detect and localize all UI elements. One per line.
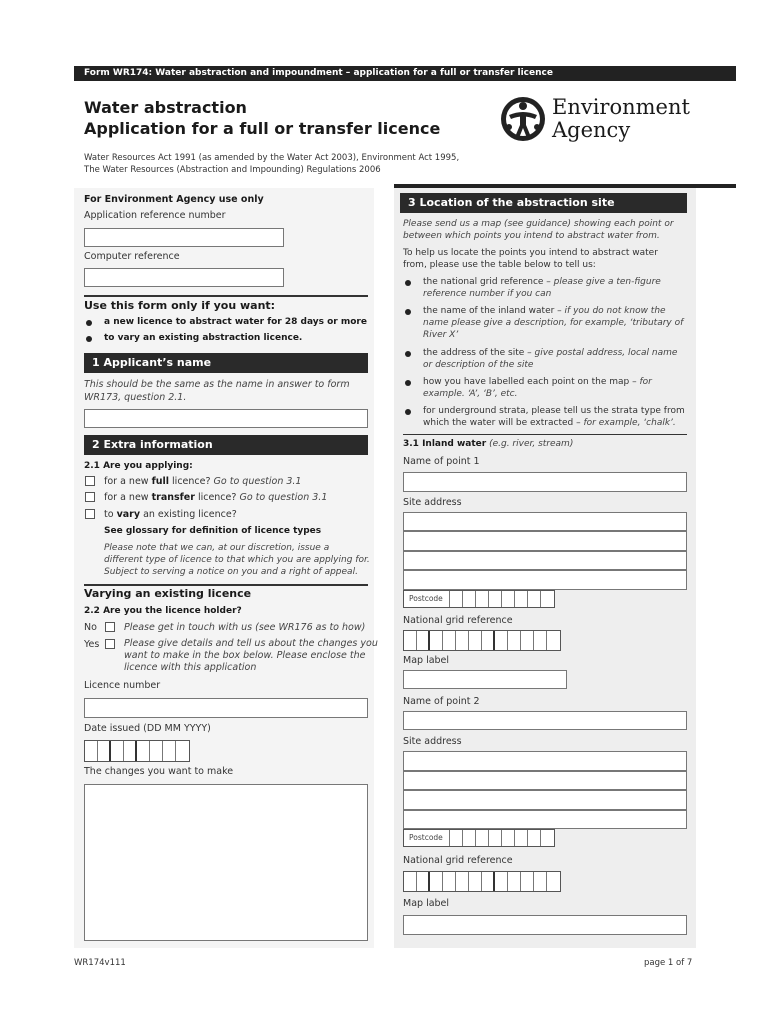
licence-number-label: Licence number xyxy=(84,680,161,691)
ngr-1-label: National grid reference xyxy=(403,615,513,626)
text: how you have labelled each point on the map – xyxy=(423,377,640,387)
changes-textarea[interactable] xyxy=(84,784,368,941)
ngr-box[interactable] xyxy=(482,631,495,650)
text: the national grid reference – xyxy=(423,277,554,287)
postcode-box[interactable] xyxy=(463,830,476,846)
use-bullet-2: to vary an existing abstraction licence. xyxy=(104,333,303,343)
bullet-icon xyxy=(405,280,411,286)
ngr-1-input[interactable] xyxy=(403,630,561,651)
help-line: To help us locate the points you intend to abstract water xyxy=(403,248,658,258)
note-line: different type of licence to that which you are applying for. xyxy=(104,555,370,565)
bullet-icon xyxy=(405,351,411,357)
text: for a new xyxy=(104,476,152,487)
location-bullet-1 xyxy=(423,276,661,300)
note-line: licence with this application xyxy=(124,662,257,673)
help-line: from, please use the table below to tell us: xyxy=(403,260,596,270)
text: Go to question 3.1 xyxy=(213,476,302,487)
postcode-box[interactable] xyxy=(515,591,528,607)
vary-licence-checkbox[interactable] xyxy=(85,509,95,519)
text: for xyxy=(639,377,652,387)
note-line: Please give details and tell us about the changes you xyxy=(124,638,378,649)
full-licence-checkbox[interactable] xyxy=(85,476,95,486)
postcode-box[interactable] xyxy=(528,591,541,607)
application-ref-input[interactable] xyxy=(84,228,284,247)
text: vary xyxy=(116,509,141,520)
date-digit-box[interactable] xyxy=(98,741,111,761)
map-label-2-label: Map label xyxy=(403,898,450,909)
date-digit-box[interactable] xyxy=(85,741,98,761)
note-line: Please note that we can, at our discretion, issue a xyxy=(104,543,330,553)
full-licence-label xyxy=(104,475,301,488)
ngr-2-label: National grid reference xyxy=(403,855,513,866)
postcode-1-input[interactable] xyxy=(403,590,555,608)
text: or description of the site xyxy=(423,360,534,370)
ngr-box[interactable] xyxy=(456,872,469,891)
postcode-box[interactable] xyxy=(502,591,515,607)
bullet-icon xyxy=(405,380,411,386)
text: which the water will be extracted – xyxy=(423,418,584,428)
divider xyxy=(403,434,687,435)
postcode-box[interactable] xyxy=(502,830,515,846)
date-digit-box[interactable] xyxy=(150,741,163,761)
date-digit-box[interactable] xyxy=(176,741,189,761)
location-bullet-5 xyxy=(423,405,685,429)
postcode-box[interactable] xyxy=(463,591,476,607)
name-point-1-label: Name of point 1 xyxy=(403,456,480,467)
ngr-box[interactable] xyxy=(417,631,430,650)
date-issued-input[interactable] xyxy=(84,740,190,762)
no-label: No xyxy=(84,622,97,633)
yes-label: Yes xyxy=(84,639,100,650)
location-bullet-2 xyxy=(423,305,683,341)
logo-wordmark xyxy=(552,96,690,142)
question-2-1: 2.1 Are you applying: xyxy=(84,461,193,471)
logo-line-2: Agency xyxy=(552,118,631,142)
note-line: This should be the same as the name in answer to form xyxy=(84,379,350,390)
ngr-box[interactable] xyxy=(469,631,482,650)
postcode-label: Postcode xyxy=(404,591,450,607)
text: to xyxy=(104,509,117,520)
site-address-1-label: Site address xyxy=(403,497,462,508)
name-point-2-label: Name of point 2 xyxy=(403,696,480,707)
text: please give a ten-figure xyxy=(553,277,661,287)
postcode-box[interactable] xyxy=(476,830,489,846)
page-title xyxy=(84,97,440,139)
text: full xyxy=(151,476,170,487)
date-issued-label: Date issued (DD MM YYYY) xyxy=(84,723,211,734)
text: licence? xyxy=(194,492,240,503)
licence-number-input[interactable] xyxy=(84,698,368,718)
site-address-1-line-2[interactable] xyxy=(403,531,687,551)
text: give postal address, local name xyxy=(534,348,678,358)
site-address-1-line-3[interactable] xyxy=(403,551,687,570)
map-label-2-input[interactable] xyxy=(403,915,687,935)
name-point-2-input[interactable] xyxy=(403,711,687,730)
ngr-box[interactable] xyxy=(534,631,547,650)
ngr-box[interactable] xyxy=(469,872,482,891)
site-address-2-line-4[interactable] xyxy=(403,810,687,829)
ngr-box[interactable] xyxy=(547,872,560,891)
location-bullet-4 xyxy=(423,376,652,400)
ngr-box[interactable] xyxy=(521,872,534,891)
transfer-licence-label xyxy=(104,491,327,504)
postcode-box[interactable] xyxy=(489,830,502,846)
note-line: want to make in the box below. Please enclose the xyxy=(124,650,366,661)
bullet-icon xyxy=(86,336,92,342)
note-line: Subject to serving a notice on you and a right of appeal. xyxy=(104,567,358,577)
text: Go to question 3.1 xyxy=(239,492,328,503)
text: for underground strata, please tell us the strata type from xyxy=(423,406,685,416)
discretion-note xyxy=(104,542,370,578)
bullet-icon xyxy=(86,320,92,326)
date-digit-box[interactable] xyxy=(124,741,137,761)
text: the name of the inland water – xyxy=(423,306,565,316)
application-ref-label: Application reference number xyxy=(84,210,226,221)
glossary-note: See glossary for definition of licence types xyxy=(104,526,322,536)
acts-line-2: The Water Resources (Abstraction and Impounding) Regulations 2006 xyxy=(84,165,381,175)
text: 3.1 Inland water xyxy=(403,439,487,449)
text: name please give a description, for example, ‘tributary of xyxy=(423,318,684,328)
site-address-2-line-3[interactable] xyxy=(403,790,687,810)
date-digit-box[interactable] xyxy=(163,741,176,761)
computer-ref-label: Computer reference xyxy=(84,251,180,262)
map-note xyxy=(403,218,674,242)
section-2-header: 2 Extra information xyxy=(84,435,368,455)
site-address-2-line-1[interactable] xyxy=(403,751,687,771)
date-digit-box[interactable] xyxy=(111,741,124,761)
ngr-box[interactable] xyxy=(443,872,456,891)
ngr-box[interactable] xyxy=(547,631,560,650)
ngr-box[interactable] xyxy=(495,631,508,650)
ngr-box[interactable] xyxy=(495,872,508,891)
no-note: Please get in touch with us (see WR176 as to how) xyxy=(124,622,366,633)
text: River X’ xyxy=(423,330,459,340)
ngr-box[interactable] xyxy=(508,872,521,891)
ngr-box[interactable] xyxy=(404,631,417,650)
question-3-1 xyxy=(403,438,573,451)
site-address-1-line-1[interactable] xyxy=(403,512,687,531)
text: for a new xyxy=(104,492,152,503)
yes-note xyxy=(124,638,378,674)
computer-ref-input[interactable] xyxy=(84,268,284,287)
ngr-box[interactable] xyxy=(404,872,417,891)
question-2-2: 2.2 Are you the licence holder? xyxy=(84,606,242,616)
postcode-label: Postcode xyxy=(404,830,450,846)
postcode-2-input[interactable] xyxy=(403,829,555,847)
section-3-header: 3 Location of the abstraction site xyxy=(400,193,687,213)
use-form-heading: Use this form only if you want: xyxy=(84,299,276,312)
note-line: between which points you intend to abstract water from. xyxy=(403,231,660,241)
postcode-box[interactable] xyxy=(476,591,489,607)
form-title-bar: Form WR174: Water abstraction and impoundment – application for a full or transfer licence xyxy=(74,66,736,81)
postcode-box[interactable] xyxy=(515,830,528,846)
text: licence? xyxy=(169,476,214,487)
help-text xyxy=(403,247,658,271)
divider xyxy=(84,584,368,586)
text: reference number if you can xyxy=(423,289,552,299)
form-version: WR174v111 xyxy=(74,958,126,968)
text: if you do not know the xyxy=(564,306,666,316)
text: for example, ‘chalk’. xyxy=(583,418,676,428)
map-label-1-input[interactable] xyxy=(403,670,567,689)
text: the address of the site – xyxy=(423,348,535,358)
map-label-1-label: Map label xyxy=(403,655,450,666)
note-line: Please send us a map (see guidance) showing each point or xyxy=(403,219,674,229)
postcode-box[interactable] xyxy=(541,591,554,607)
title-line-2: Application for a full or transfer licence xyxy=(84,119,441,138)
note-line: WR173, question 2.1. xyxy=(84,392,187,403)
ngr-box[interactable] xyxy=(482,872,495,891)
site-address-2-label: Site address xyxy=(403,736,462,747)
title-line-1: Water abstraction xyxy=(84,98,247,117)
ngr-box[interactable] xyxy=(508,631,521,650)
section-1-header: 1 Applicant’s name xyxy=(84,353,368,373)
divider xyxy=(84,295,368,297)
ngr-box[interactable] xyxy=(430,631,443,650)
ngr-box[interactable] xyxy=(417,872,430,891)
office-use-label: For Environment Agency use only xyxy=(84,194,264,205)
acts-line-1: Water Resources Act 1991 (as amended by the Water Act 2003), Environment Act 1995, xyxy=(84,153,460,163)
applicant-name-input[interactable] xyxy=(84,409,368,428)
use-bullet-1: a new licence to abstract water for 28 days or more xyxy=(104,317,367,327)
section-1-note xyxy=(84,378,350,404)
postcode-box[interactable] xyxy=(541,830,554,846)
text: transfer xyxy=(151,492,195,503)
postcode-box[interactable] xyxy=(450,830,463,846)
page-number: page 1 of 7 xyxy=(644,958,693,968)
name-point-1-input[interactable] xyxy=(403,472,687,492)
varying-heading: Varying an existing licence xyxy=(84,587,252,600)
site-address-2-line-2[interactable] xyxy=(403,771,687,790)
text: example. ‘A’, ‘B’, etc. xyxy=(423,389,518,399)
ngr-box[interactable] xyxy=(456,631,469,650)
vary-licence-label xyxy=(104,508,237,521)
bullet-icon xyxy=(405,309,411,315)
location-bullet-3 xyxy=(423,347,677,371)
ngr-box[interactable] xyxy=(430,872,443,891)
site-address-1-line-4[interactable] xyxy=(403,570,687,590)
licence-holder-yes-checkbox[interactable] xyxy=(105,639,115,649)
postcode-box[interactable] xyxy=(489,591,502,607)
postcode-box[interactable] xyxy=(450,591,463,607)
logo-line-1: Environment xyxy=(552,95,690,119)
ngr-2-input[interactable] xyxy=(403,871,561,892)
legislation-text xyxy=(84,152,459,176)
licence-holder-no-checkbox[interactable] xyxy=(105,622,115,632)
postcode-box[interactable] xyxy=(528,830,541,846)
changes-label: The changes you want to make xyxy=(84,766,234,777)
bullet-icon xyxy=(405,409,411,415)
date-digit-box[interactable] xyxy=(137,741,150,761)
ngr-box[interactable] xyxy=(521,631,534,650)
ngr-box[interactable] xyxy=(534,872,547,891)
transfer-licence-checkbox[interactable] xyxy=(85,492,95,502)
text: (e.g. river, stream) xyxy=(486,439,574,449)
ngr-box[interactable] xyxy=(443,631,456,650)
text: an existing licence? xyxy=(140,509,237,520)
